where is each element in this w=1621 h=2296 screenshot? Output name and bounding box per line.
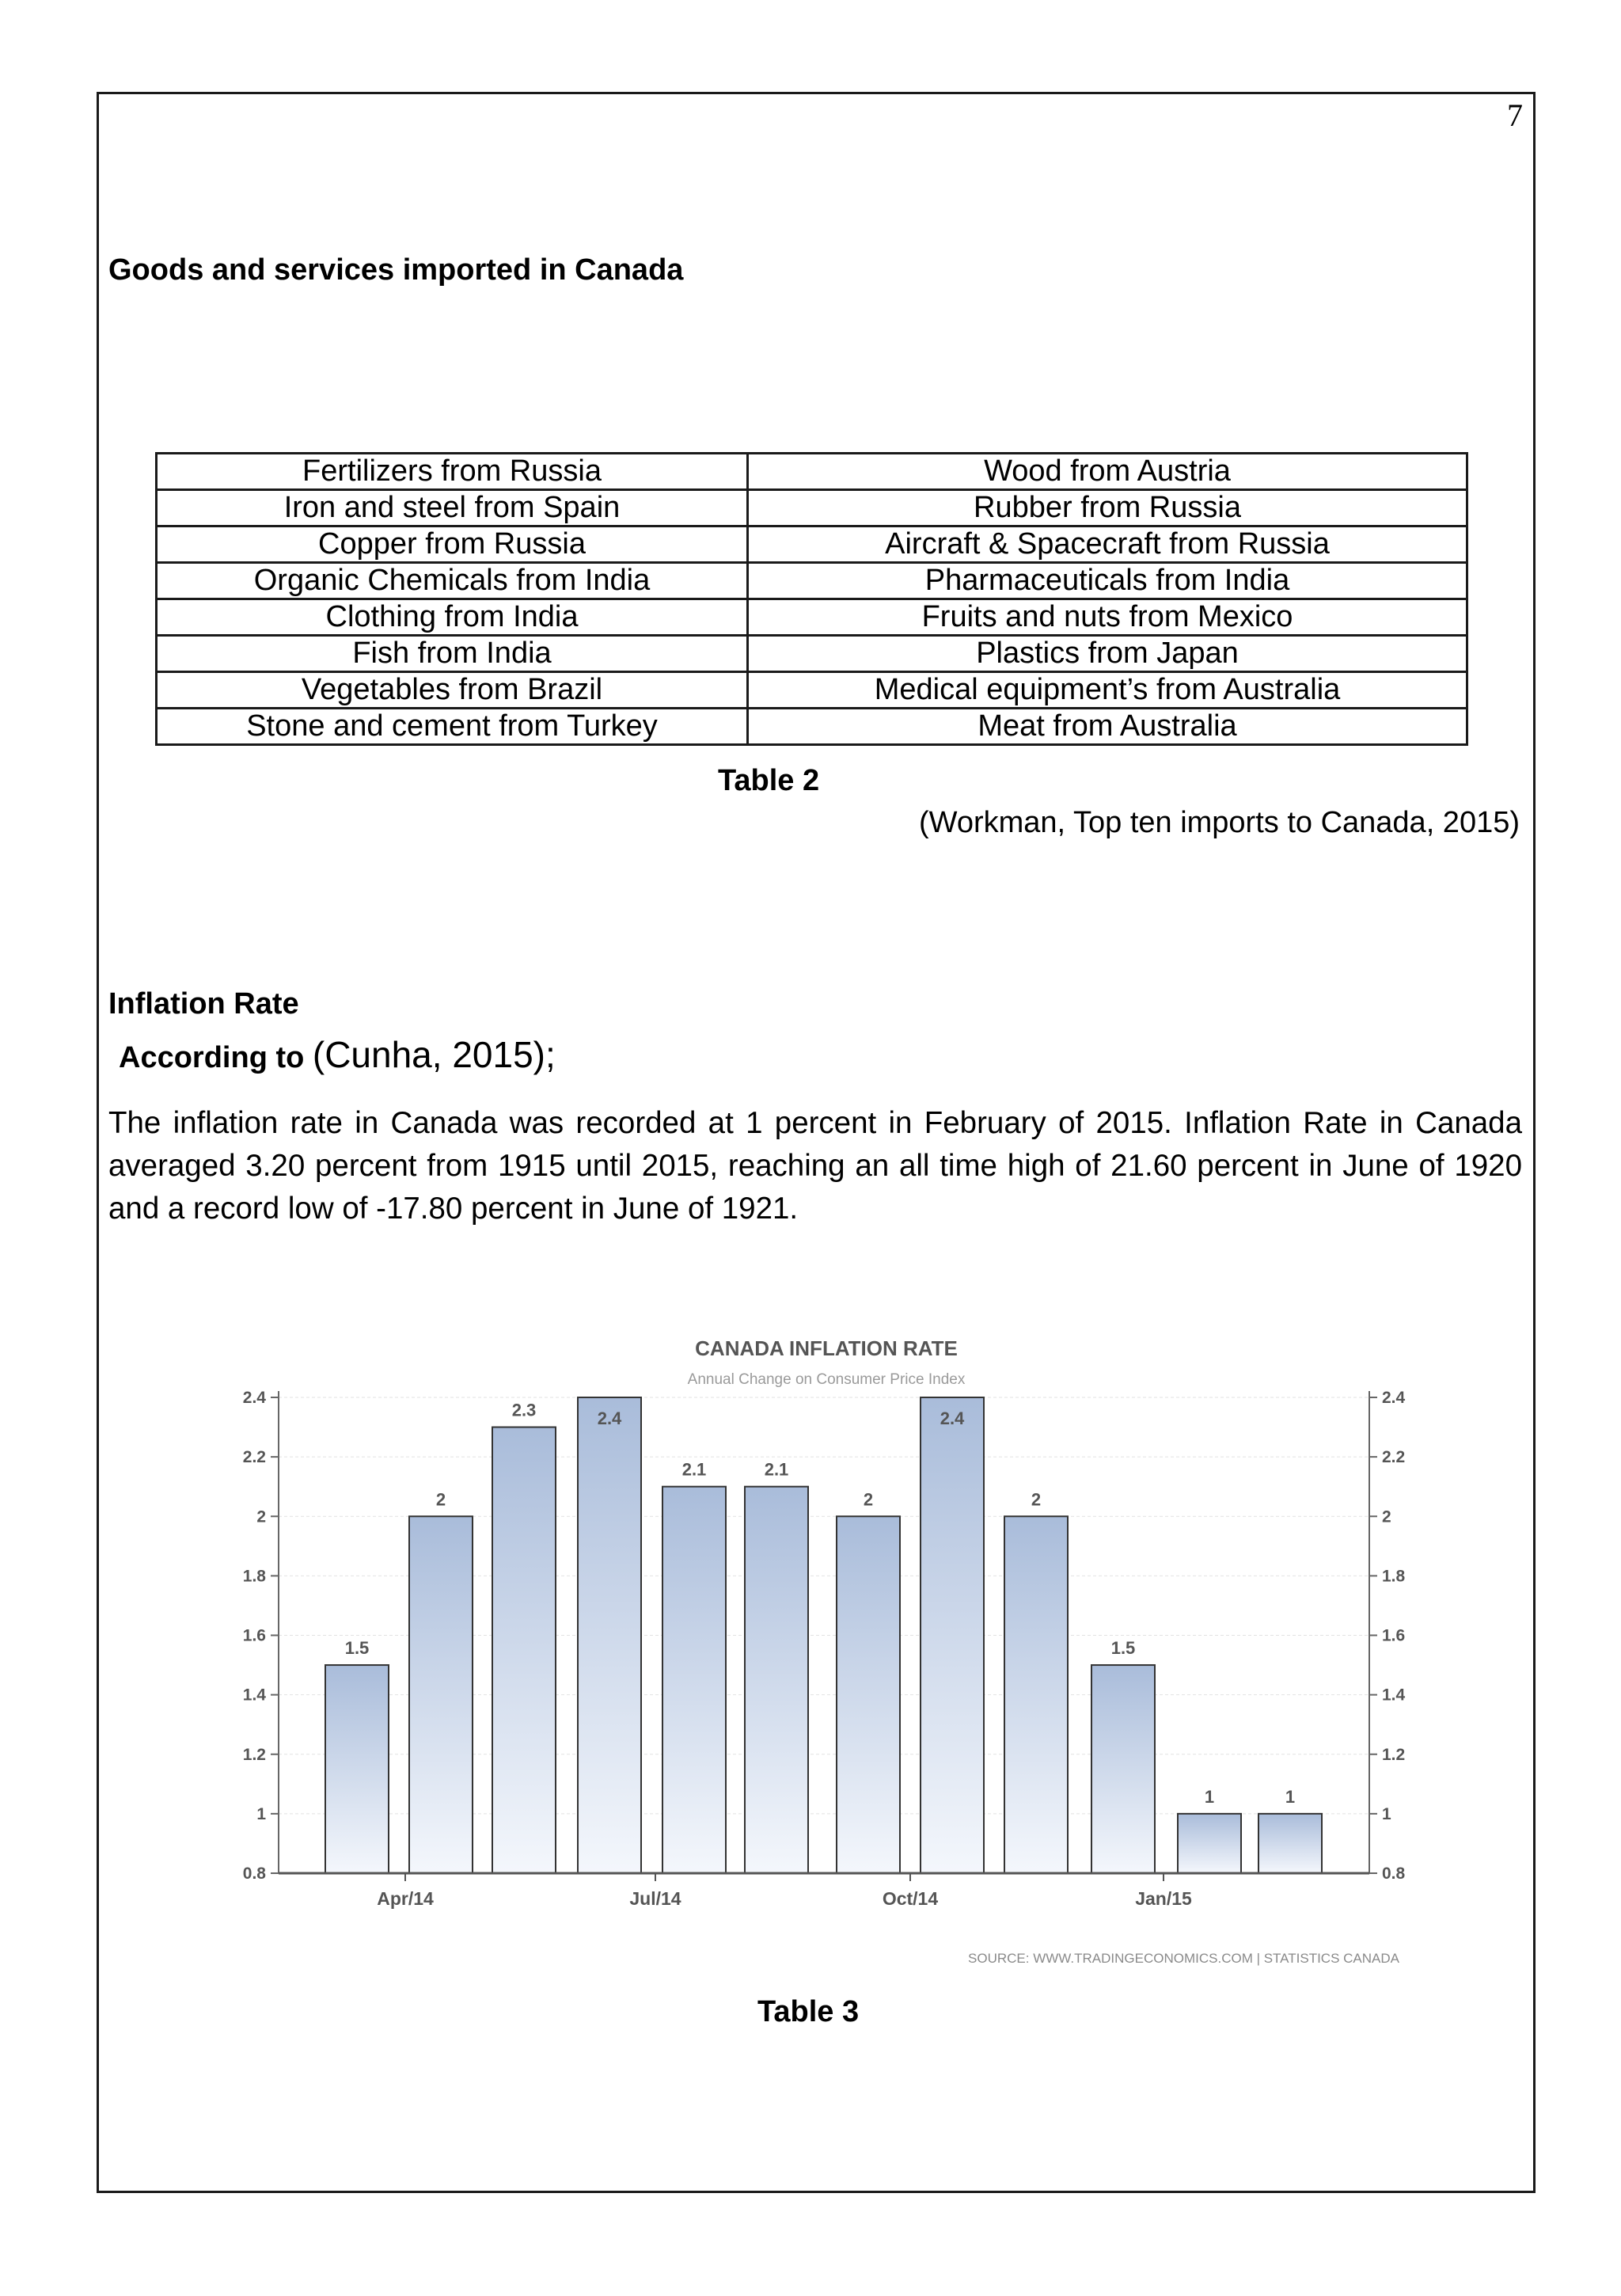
y-tick-label-right: 1 (1382, 1804, 1391, 1823)
section-heading-inflation: Inflation Rate (108, 987, 299, 1021)
y-tick-label-right: 0.8 (1382, 1865, 1406, 1883)
y-tick-label-right: 2.2 (1382, 1448, 1406, 1467)
import-left-cell: Fish from India (157, 636, 748, 672)
chart-bar (1004, 1516, 1068, 1873)
y-tick-label-right: 2 (1382, 1507, 1391, 1526)
y-tick-label-left: 0.8 (242, 1865, 266, 1883)
bar-value-label: 2.1 (681, 1459, 707, 1480)
bar-value-label: 2.1 (764, 1459, 789, 1480)
bar-value-label: 2 (863, 1489, 874, 1510)
x-tick-label: Oct/14 (882, 1888, 939, 1909)
import-right-cell: Plastics from Japan (748, 636, 1467, 672)
import-right-cell: Wood from Austria (748, 454, 1467, 490)
import-left-cell: Vegetables from Brazil (157, 672, 748, 709)
according-citation: (Cunha, 2015); (312, 1034, 556, 1075)
chart-source: SOURCE: WWW.TRADINGECONOMICS.COM | STATISTICS CANADA (968, 1951, 1399, 1966)
y-tick-label-right: 1.4 (1382, 1686, 1406, 1705)
y-tick-label-right: 1.2 (1382, 1745, 1406, 1764)
table-2-citation: (Workman, Top ten imports to Canada, 2015) (919, 806, 1520, 839)
bar-value-label: 2.4 (597, 1408, 622, 1428)
y-tick-label-left: 1.8 (242, 1567, 266, 1586)
import-right-cell: Meat from Australia (748, 709, 1467, 745)
according-label: According to (119, 1041, 305, 1074)
chart-bar (745, 1487, 808, 1873)
chart-bar (921, 1397, 984, 1873)
y-tick-label-left: 1.6 (242, 1626, 266, 1645)
import-left-cell: Stone and cement from Turkey (157, 709, 748, 745)
bar-value-label: 1.5 (344, 1638, 370, 1659)
y-tick-label-left: 2.2 (242, 1448, 266, 1467)
import-right-cell: Fruits and nuts from Mexico (748, 599, 1467, 636)
chart-bar (837, 1516, 900, 1873)
chart-title: CANADA INFLATION RATE (695, 1336, 958, 1360)
bar-value-label: 2.3 (511, 1400, 537, 1420)
section-heading-imports: Goods and services imported in Canada (108, 253, 684, 287)
chart-bar (409, 1516, 473, 1873)
y-tick-label-right: 2.4 (1382, 1389, 1406, 1407)
chart-subtitle: Annual Change on Consumer Price Index (687, 1371, 966, 1388)
y-tick-label-left: 2.4 (242, 1389, 266, 1407)
bar-value-label: 1 (1204, 1786, 1215, 1807)
bar-value-label: 2 (435, 1489, 446, 1510)
chart-bar (662, 1487, 726, 1873)
table-3-caption: Table 3 (757, 1995, 860, 2028)
import-left-cell: Fertilizers from Russia (157, 454, 748, 490)
y-tick-label-right: 1.8 (1382, 1567, 1406, 1586)
import-left-cell: Copper from Russia (157, 526, 748, 563)
import-right-cell: Pharmaceuticals from India (748, 563, 1467, 599)
import-left-cell: Clothing from India (157, 599, 748, 636)
x-tick-label: Jul/14 (629, 1888, 681, 1909)
bar-value-label: 1 (1285, 1786, 1296, 1807)
y-tick-label-left: 2 (256, 1507, 266, 1526)
y-tick-label-left: 1.2 (242, 1745, 266, 1764)
import-right-cell: Rubber from Russia (748, 490, 1467, 526)
bar-value-label: 2 (1031, 1489, 1042, 1510)
chart-bar (1091, 1665, 1155, 1873)
bar-value-label: 2.4 (940, 1408, 965, 1428)
chart-bar (492, 1427, 556, 1873)
bar-value-label: 1.5 (1110, 1638, 1136, 1659)
import-left-cell: Iron and steel from Spain (157, 490, 748, 526)
chart-bar (325, 1665, 389, 1873)
chart-bar (1178, 1814, 1241, 1873)
x-tick-label: Jan/15 (1135, 1888, 1192, 1909)
import-right-cell: Medical equipment’s from Australia (748, 672, 1467, 709)
y-tick-label-left: 1 (256, 1804, 266, 1823)
import-left-cell: Organic Chemicals from India (157, 563, 748, 599)
import-right-cell: Aircraft & Spacecraft from Russia (748, 526, 1467, 563)
chart-bar (578, 1397, 641, 1873)
table-2-caption: Table 2 (718, 764, 820, 797)
y-tick-label-left: 1.4 (242, 1686, 266, 1705)
page-number: 7 (1507, 97, 1523, 133)
x-tick-label: Apr/14 (377, 1888, 434, 1909)
chart-bar (1258, 1814, 1322, 1873)
inflation-paragraph: The inflation rate in Canada was recorded at 1 percent in February of 2015. Inflation Rate in Canada averaged 3.20 percent from 1915 until 2015, reaching an all time high of 21.60 percent in June of 1920 and a record low of -17.80 percent in June of 1921. (108, 1106, 1522, 1226)
y-tick-label-right: 1.6 (1382, 1626, 1406, 1645)
